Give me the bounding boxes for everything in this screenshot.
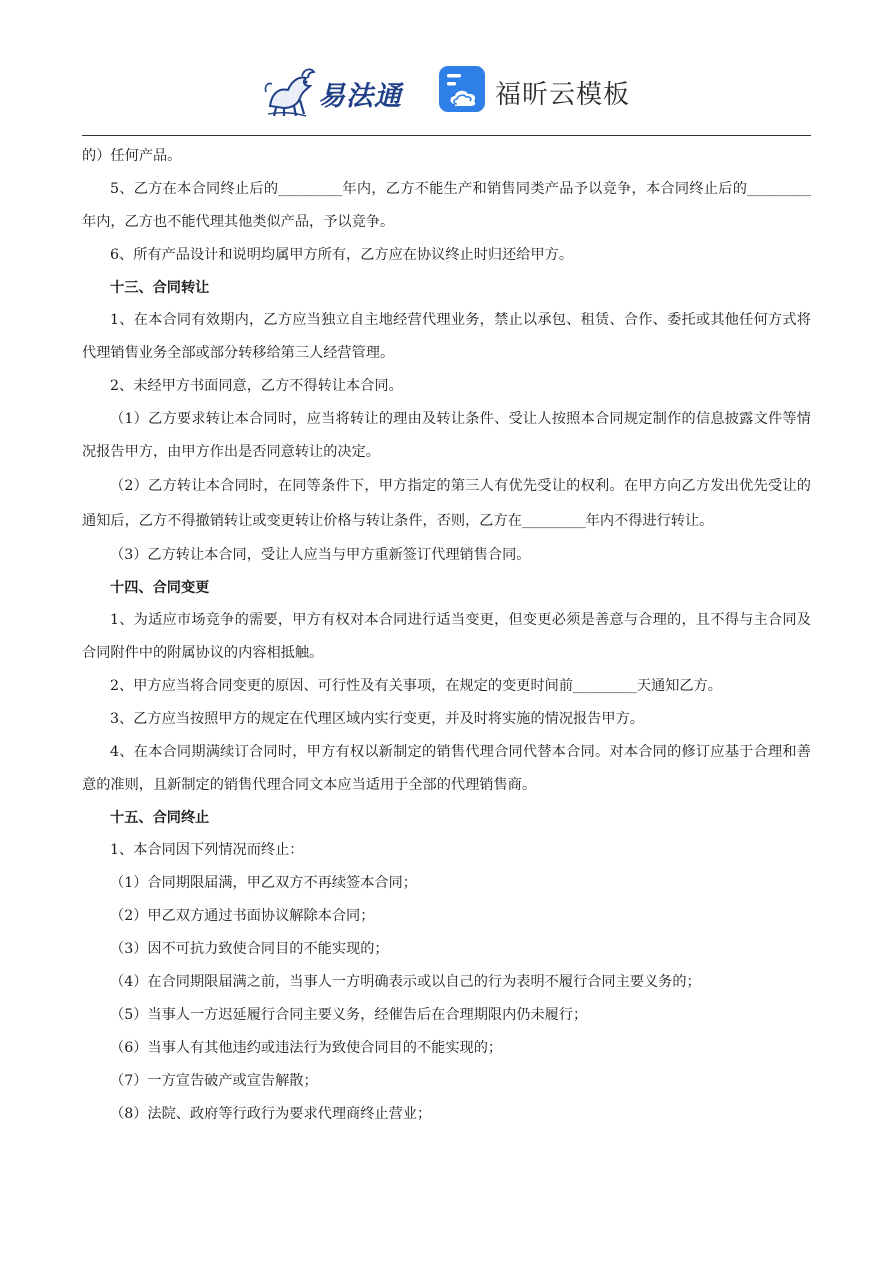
paragraph: 4、在本合同期满续订合同时，甲方有权以新制定的销售代理合同代替本合同。对本合同的修订应基于合理和善意的准则，且新制定的销售代理合同文本应当适用于全部的代理销售商。 [82,744,811,793]
paragraph: （2）乙方转让本合同时，在同等条件下，甲方指定的第三人有优先受让的权利。在甲方向乙方发出优先受让的通知后，乙方不得撤销转让或变更转让价格与转让条件，否则，乙方在_________年内不得进行转让。 [82,478,811,529]
paragraph: 1、在本合同有效期内，乙方应当独立自主地经营代理业务，禁止以承包、租赁、合作、委托或其他任何方式将代理销售业务全部或部分转移给第三人经营管理。 [82,312,811,361]
list-item: （2）甲乙双方通过书面协议解除本合同； [110,908,375,924]
document-body [82,140,811,1131]
paragraph: 的）任何产品。 [82,148,182,164]
fuxin-logo-text: 福昕云模板 [495,80,631,110]
section-heading: 十四、合同变更 [110,580,210,596]
page-header [0,58,893,124]
paragraph: （3）乙方转让本合同，受让人应当与甲方重新签订代理销售合同。 [110,547,531,563]
list-item: （1）合同期限届满，甲乙双方不再续签本合同； [110,875,417,891]
list-item: （8）法院、政府等行政行为要求代理商终止营业； [110,1106,432,1122]
paragraph: 1、为适应市场竞争的需要，甲方有权对本合同进行适当变更，但变更必须是善意与合理的，且不得与主合同及合同附件中的附属协议的内容相抵触。 [82,612,811,661]
list-item: （5）当事人一方迟延履行合同主要义务，经催告后在合理期限内仍未履行； [110,1007,588,1023]
paragraph: 2、甲方应当将合同变更的原因、可行性及有关事项，在规定的变更时间前_________天通知乙方。 [110,678,722,694]
yifatong-logo-text: 易法通 [318,81,402,112]
fuxin-cloud-logo [437,64,637,118]
yifatong-logo [262,62,412,118]
list-item: （3）因不可抗力致使合同目的不能实现的； [110,941,389,957]
cloud-document-icon [437,64,487,114]
section-heading: 十三、合同转让 [110,280,210,296]
list-item: （7）一方宣告破产或宣告解散； [110,1073,318,1089]
paragraph: 5、乙方在本合同终止后的_________年内，乙方不能生产和销售同类产品予以竞争，本合同终止后的_________年内，乙方也不能代理其他类似产品，予以竞争。 [82,181,811,230]
header-divider [82,135,811,136]
paragraph: 2、未经甲方书面同意，乙方不得转让本合同。 [110,378,403,394]
paragraph: （1）乙方要求转让本合同时，应当将转让的理由及转让条件、受让人按照本合同规定制作的信息披露文件等情况报告甲方，由甲方作出是否同意转让的决定。 [82,411,811,460]
paragraph: 3、乙方应当按照甲方的规定在代理区域内实行变更，并及时将实施的情况报告甲方。 [110,711,644,727]
paragraph: 1、本合同因下列情况而终止： [110,842,304,858]
section-heading: 十五、合同终止 [110,810,210,826]
list-item: （6）当事人有其他违约或违法行为致使合同目的不能实现的； [110,1040,503,1056]
paragraph: 6、所有产品设计和说明均属甲方所有，乙方应在协议终止时归还给甲方。 [110,247,574,263]
list-item: （4）在合同期限届满之前，当事人一方明确表示或以自己的行为表明不履行合同主要义务的； [110,974,701,990]
qilin-mascot-icon [262,62,318,118]
